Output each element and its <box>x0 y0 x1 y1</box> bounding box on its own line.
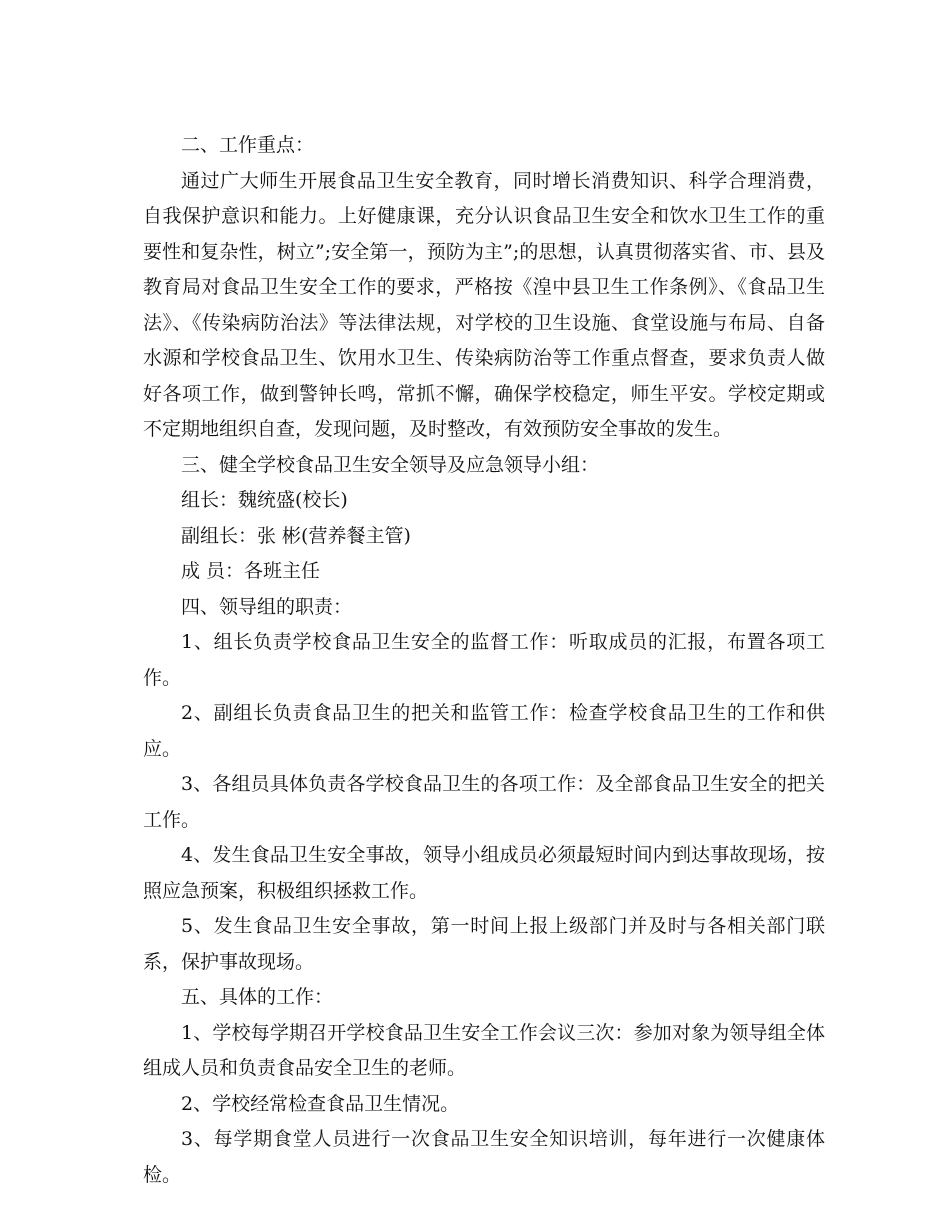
duty-item-2: 2、副组长负责食品卫生的把关和监管工作：检查学校食品卫生的工作和供应。 <box>143 702 825 760</box>
section-heading-work-focus: 二、工作重点： <box>181 134 315 156</box>
section-heading-specific-work: 五、具体的工作： <box>181 986 334 1008</box>
section-heading-leadership-group: 三、健全学校食品卫生安全领导及应急领导小组： <box>181 453 600 476</box>
document-body <box>143 128 825 1193</box>
work-item-3: 3、每学期食堂人员进行一次食品卫生安全知识培训，每年进行一次健康体检。 <box>143 1128 825 1186</box>
paragraph-work-focus: 通过广大师生开展食品卫生安全教育，同时增长消费知识、科学合理消费，自我保护意识和能力。上好健康课，充分认识食品卫生安全和饮水卫生工作的重要性和复杂性，树立”;安全第一，预防为主”;的思想，认真贯彻落实省、市、县及教育局对食品卫生安全工作的要求，严格按《湟中县卫生工作条例》、《食品卫生法》、《传染病防治法》等法律法规，对学校的卫生设施、食堂设施与布局、自备水源和学校食品卫生、饮用水卫生、传染病防治等工作重点督查，要求负责人做好各项工作，做到警钟长鸣，常抓不懈，确保学校稳定，师生平安。学校定期或不定期地组织自查，发现问题，及时整改，有效预防安全事故的发生。 <box>143 169 825 440</box>
deputy-leader-line: 副组长：张 彬(营养餐主管) <box>181 524 411 547</box>
work-item-2: 2、学校经常检查食品卫生情况。 <box>181 1092 460 1115</box>
duty-item-3: 3、各组员具体负责各学校食品卫生的各项工作：及全部食品卫生安全的把关工作。 <box>143 773 825 831</box>
work-item-1: 1、学校每学期召开学校食品卫生安全工作会议三次：参加对象为领导组全体组成人员和负责食品安全卫生的老师。 <box>143 1021 825 1079</box>
duty-item-4: 4、发生食品卫生安全事故，领导小组成员必须最短时间内到达事故现场，按照应急预案，积极组织拯救工作。 <box>143 844 825 902</box>
duty-item-1: 1、组长负责学校食品卫生安全的监督工作：听取成员的汇报，布置各项工作。 <box>143 631 825 689</box>
members-line: 成 员：各班主任 <box>181 560 321 582</box>
group-leader-line: 组长：魏统盛(校长) <box>181 489 348 511</box>
section-heading-duties: 四、领导组的职责： <box>181 595 353 618</box>
duty-item-5: 5、发生食品卫生安全事故，第一时间上报上级部门并及时与各相关部门联系，保护事故现场。 <box>143 915 825 973</box>
